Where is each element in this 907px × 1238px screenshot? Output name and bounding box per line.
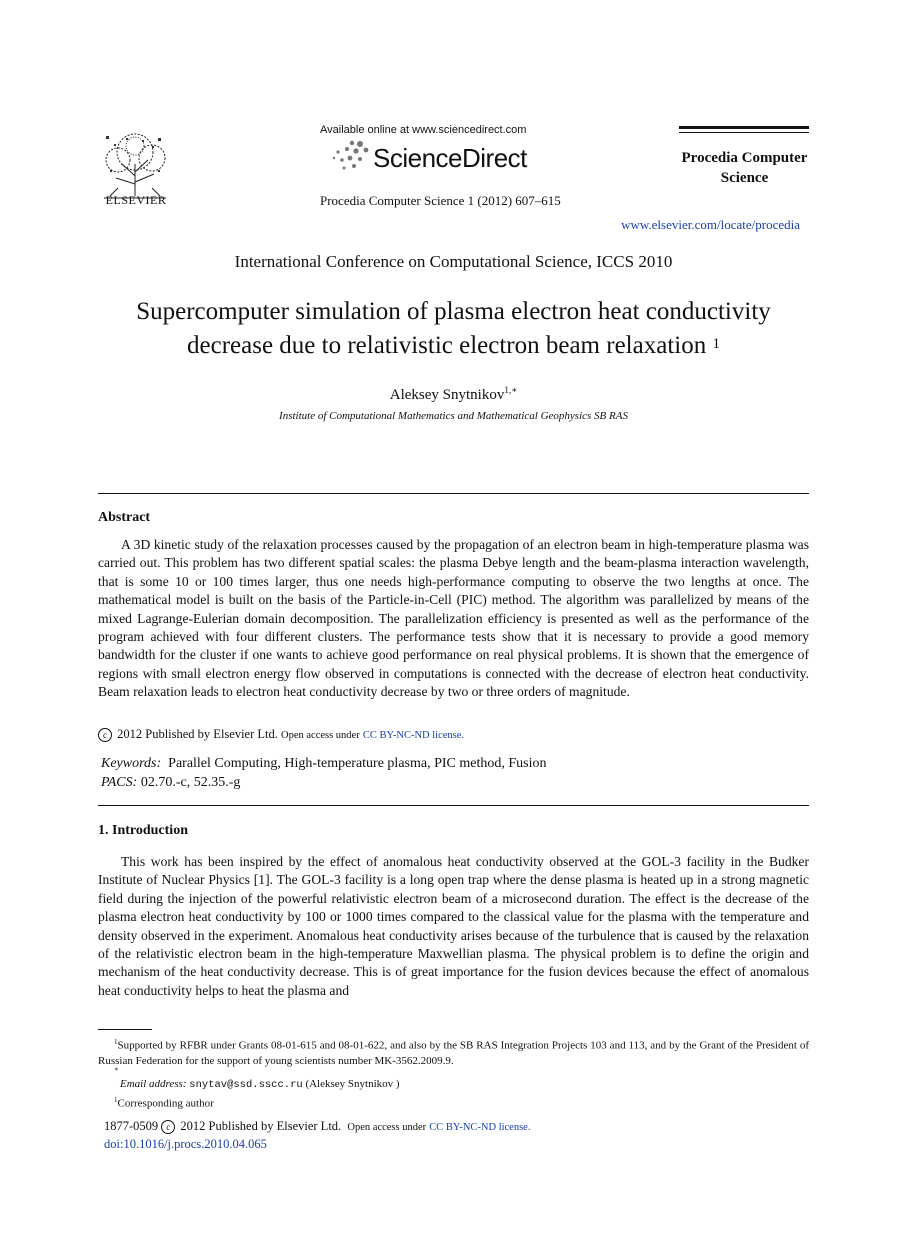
issn-copyright-line <box>104 1119 530 1134</box>
title-footnote-mark[interactable]: 1 <box>712 336 720 352</box>
doi-link[interactable]: doi:10.1016/j.procs.2010.04.065 <box>104 1137 267 1151</box>
journal-title-line2: Science <box>720 170 769 186</box>
abstract-copyright-text: 2012 Published by Elsevier Ltd. <box>117 727 278 741</box>
footnote-corresponding <box>114 1093 809 1112</box>
pacs <box>101 775 240 791</box>
divider-bottom <box>98 805 809 806</box>
issn: 1877-0509 <box>104 1119 159 1133</box>
bottom-open-access: Open access under <box>347 1122 427 1133</box>
footnote-email <box>120 1077 809 1093</box>
sciencedirect-dots-icon <box>330 138 370 172</box>
sciencedirect-wordmark: ScienceDirect <box>373 143 527 173</box>
journal-reference: Procedia Computer Science 1 (2012) 607–615 <box>320 193 561 208</box>
journal-title <box>672 148 817 188</box>
keywords-value: Parallel Computing, High-temperature plasma, PIC method, Fusion <box>168 756 547 771</box>
divider-top <box>98 493 809 494</box>
bottom-copyright-text: 2012 Published by Elsevier Ltd. <box>180 1119 342 1133</box>
copyright-icon: c <box>98 728 112 742</box>
paper-title-line2 <box>60 329 847 363</box>
paper-title-line2-text: decrease due to relativistic electron beam relaxation <box>187 332 707 359</box>
abstract-text: A 3D kinetic study of the relaxation processes caused by the propagation of an electron beam in high-temperature plasma was carried out. This problem has two different spatial scales: the plasma Debye length and the beam-plasma interaction wavelength, that is some 10 or 100 times larger, thus one needs high-performance computing to observe the two lengths at once. The mathematical model is built on the basis of the Particle-in-Cell (PIC) method. The algorithm was parallelized by means of the mixed Lagrange-Eulerian domain decomposition. The parallelization efficiency is presented as well as the performance of the program achieved with four different clusters. The performance tests show that it is necessary to provide a good memory bandwidth for the cluster if one wants to achieve good performance on real physical problems. It is shown that the emergence of regions with small electron energy flow observed in computations is connected with the decrease of electron heat conductivity. Beam relaxation leads to electron heat conductivity decrease by two or three orders of magnitude. <box>98 537 809 700</box>
paper-title-line1: Supercomputer simulation of plasma electron heat conductivity <box>136 298 771 325</box>
pacs-value: 02.70.-c, 52.35.-g <box>140 775 241 790</box>
abstract-license-link[interactable]: CC BY-NC-ND license. <box>362 730 465 741</box>
abstract-open-access: Open access under <box>281 730 360 741</box>
conference-name: International Conference on Computational Science, ICCS 2010 <box>234 252 673 271</box>
introduction-heading: 1. Introduction <box>98 823 188 838</box>
elsevier-wordmark: ELSEVIER <box>105 193 167 207</box>
keywords-label: Keywords: <box>101 756 162 771</box>
footnote-1-text: Supported by RFBR under Grants 08-01-615 and 08-01-622, and also by the SB RAS Integration Projects 103 and 113, and by the Grant of the President of Russian Federation for the support of young scientists number MK-3562.2009.9. <box>98 1039 809 1067</box>
pacs-label: PACS: <box>101 775 138 790</box>
footnote-star-mark: ∗ <box>114 1065 119 1073</box>
author <box>0 385 907 404</box>
footnote-corresponding-mark: 1 <box>114 1096 118 1104</box>
keywords <box>101 756 547 772</box>
introduction-body <box>98 853 809 1000</box>
introduction-text: This work has been inspired by the effect of anomalous heat conductivity observed at the GOL-3 facility in the Budker Institute of Nuclear Physics [1]. The GOL-3 facility is a long open trap where the dense plasma is heated up in a strong magnetic field during the injection of the powerful relativistic electron beam of a microsecond duration. The effect is the decrease of the plasma electron heat conductivity by 100 or 1000 times compared to the classical value for the plasma with the temperature and density observed in the experiment. Anomalous heat conductivity arises because of the turbulence that is caused by the relaxation of the relativistic electron beam in the high-temperature Maxwellian plasma. The physical problem is to define the origin and mechanism of the heat conductivity decrease. This is of great importance for the fusion devices because the effect of anomalous heat conductivity helps to heat the plasma and <box>98 854 809 998</box>
bottom-license-link[interactable]: CC BY-NC-ND license. <box>429 1122 531 1133</box>
footnote-corresponding-text: Corresponding author <box>117 1097 214 1110</box>
available-online-text: Available online at www.sciencedirect.com <box>320 124 527 136</box>
footnote-1-mark: 1 <box>114 1038 118 1046</box>
footnote-rule <box>98 1029 152 1030</box>
abstract-heading: Abstract <box>98 510 151 525</box>
journal-title-rule-top <box>679 126 809 129</box>
email-name: (Aleksey Snytnikov ) <box>305 1078 400 1090</box>
paper-title <box>60 295 847 363</box>
footnote-1 <box>98 1035 809 1069</box>
author-name: Aleksey Snytnikov <box>389 387 505 403</box>
journal-title-rule-thin <box>679 132 809 133</box>
abstract-body <box>98 536 809 702</box>
author-marks[interactable]: 1,∗ <box>504 385 518 395</box>
email-link[interactable]: snytav@ssd.sscc.ru <box>189 1079 303 1091</box>
email-label: Email address: <box>120 1078 187 1090</box>
journal-url-link[interactable]: www.elsevier.com/locate/procedia <box>621 217 800 232</box>
abstract-copyright <box>98 727 464 742</box>
affiliation: Institute of Computational Mathematics and Mathematical Geophysics SB RAS <box>279 410 628 422</box>
copyright-icon: c <box>161 1120 175 1134</box>
journal-title-line1: Procedia Computer <box>681 150 808 166</box>
